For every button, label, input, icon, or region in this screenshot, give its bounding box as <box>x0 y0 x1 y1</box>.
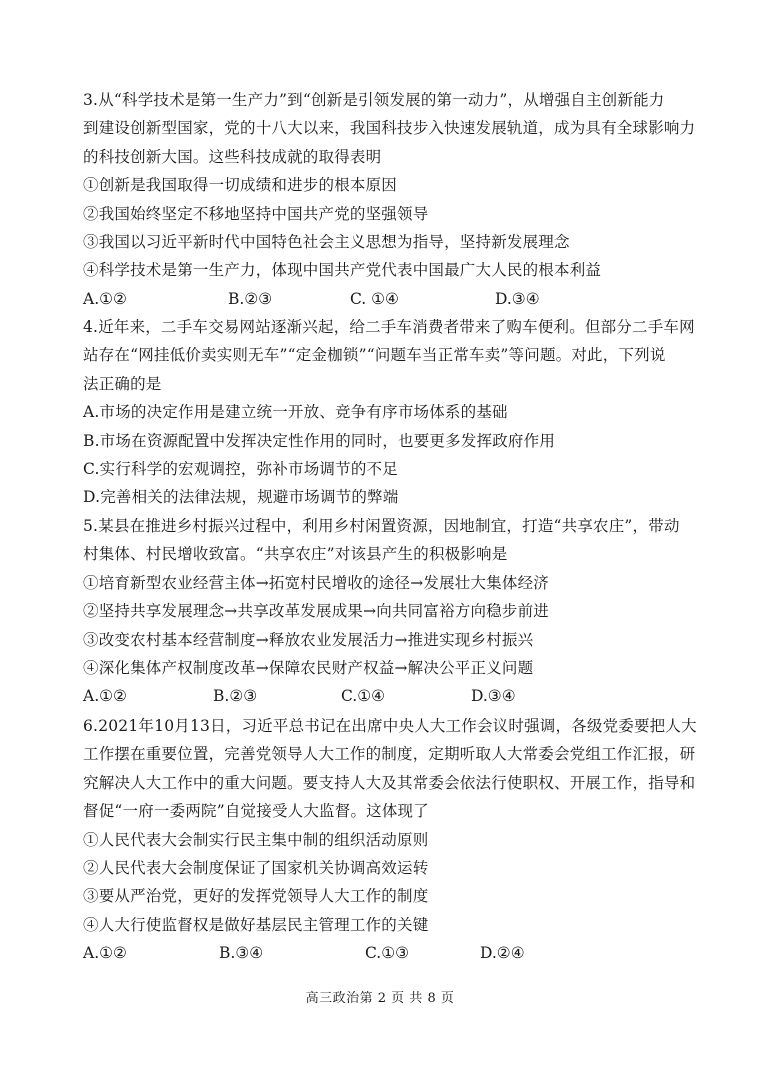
question-6-statement-1: ①人民代表大会制实行民主集中制的组织活动原则 <box>83 830 429 849</box>
question-6-options <box>83 939 693 967</box>
question-3-stem-line: 到建设创新型国家，党的十八大以来，我国科技步入快速发展轨道，成为具有全球影响力 <box>83 119 696 138</box>
option-a: A.①② <box>83 289 127 308</box>
question-3-statement-3: ③我国以习近平新时代中国特色社会主义思想为指导，坚持新发展理念 <box>83 232 570 251</box>
question-5-stem-line: 5.某县在推进乡村振兴过程中，利用乡村闲置资源，因地制宜，打造“共享农庄”，带动 <box>83 517 680 535</box>
question-3-stem-line: 的科技创新大国。这些科技成就的取得表明 <box>83 147 382 166</box>
question-5-statement-4: ④深化集体产权制度改革→保障农民财产权益→解决公平正义问题 <box>83 658 534 677</box>
option-a: A.①② <box>83 944 127 963</box>
option-b: B.②③ <box>213 687 258 706</box>
question-4-stem-line: 4.近年来，二手车交易网站逐渐兴起，给二手车消费者带来了购车便利。但部分二手车网 <box>83 318 695 336</box>
question-5 <box>83 512 693 711</box>
question-6-stem-line: 督促“一府一委两院”自觉接受人大监督。这体现了 <box>83 802 429 821</box>
question-5-options <box>83 682 693 710</box>
question-5-statement-3: ③改变农村基本经营制度→释放农业发展活力→推进实现乡村振兴 <box>83 630 534 649</box>
option-a: A.市场的决定作用是建立统一开放、竞争有序市场体系的基础 <box>83 403 508 422</box>
question-3-statement-4: ④科学技术是第一生产力，体现中国共产党代表中国最广大人民的根本利益 <box>83 261 602 280</box>
option-b: B.②③ <box>228 289 273 308</box>
option-d: D.完善相关的法律法规，规避市场调节的弊端 <box>83 488 399 507</box>
option-c: C.实行科学的宏观调控，弥补市场调节的不足 <box>83 459 398 478</box>
question-4-stem-line: 法正确的是 <box>83 374 162 393</box>
question-3 <box>83 86 696 313</box>
option-b: B.市场在资源配置中发挥决定性作用的同时，也要更多发挥政府作用 <box>83 431 556 450</box>
question-6-statement-3: ③要从严治党，更好的发挥党领导人大工作的制度 <box>83 887 429 906</box>
question-3-statement-2: ②我国始终坚定不移地坚持中国共产党的坚强领导 <box>83 204 429 223</box>
option-c: C. ①④ <box>350 289 399 308</box>
option-d: D.③④ <box>495 289 540 308</box>
question-5-statement-2: ②坚持共享发展理念→共享改革发展成果→向共同富裕方向稳步前进 <box>83 602 549 621</box>
question-4-stem-line: 站存在“网挂低价卖实则无车”“定金枷锁”“问题车当正常车卖”等问题。对此，下列说 <box>83 346 666 365</box>
question-6-stem-line: 6.2021年10月13日，习近平总书记在出席中央人大工作会议时强调，各级党委要把人大 <box>83 717 697 735</box>
option-c: C.①③ <box>365 944 410 963</box>
option-d: D.②④ <box>480 944 525 963</box>
question-6-statement-4: ④人大行使监督权是做好基层民主管理工作的关键 <box>83 915 429 934</box>
question-6-statement-2: ②人民代表大会制度保证了国家机关协调高效运转 <box>83 858 429 877</box>
question-3-statement-1: ①创新是我国取得一切成绩和进步的根本原因 <box>83 176 398 195</box>
question-4 <box>83 313 693 512</box>
question-5-stem-line: 村集体、村民增收致富。“共享农庄”对该县产生的积极影响是 <box>83 545 508 564</box>
option-b: B.③④ <box>219 944 264 963</box>
question-6-stem-line: 究解决人大工作中的重大问题。要支持人大及其常委会依法行使职权、开展工作，指导和 <box>83 773 696 792</box>
page-footer: 高三政治第 2 页 共 8 页 <box>305 991 455 1006</box>
question-6 <box>83 712 697 968</box>
option-a: A.①② <box>83 687 127 706</box>
option-c: C.①④ <box>341 687 386 706</box>
question-5-statement-1: ①培育新型农业经营主体→拓宽村民增收的途径→发展壮大集体经济 <box>83 573 549 592</box>
option-d: D.③④ <box>471 687 516 706</box>
question-3-options <box>83 285 693 313</box>
question-6-stem-line: 工作摆在重要位置，完善党领导人大工作的制度，定期听取人大常委会党组工作汇报，研 <box>83 745 696 764</box>
question-3-stem-line: 3.从“科学技术是第一生产力”到“创新是引领发展的第一动力”，从增强自主创新能力 <box>83 91 665 109</box>
